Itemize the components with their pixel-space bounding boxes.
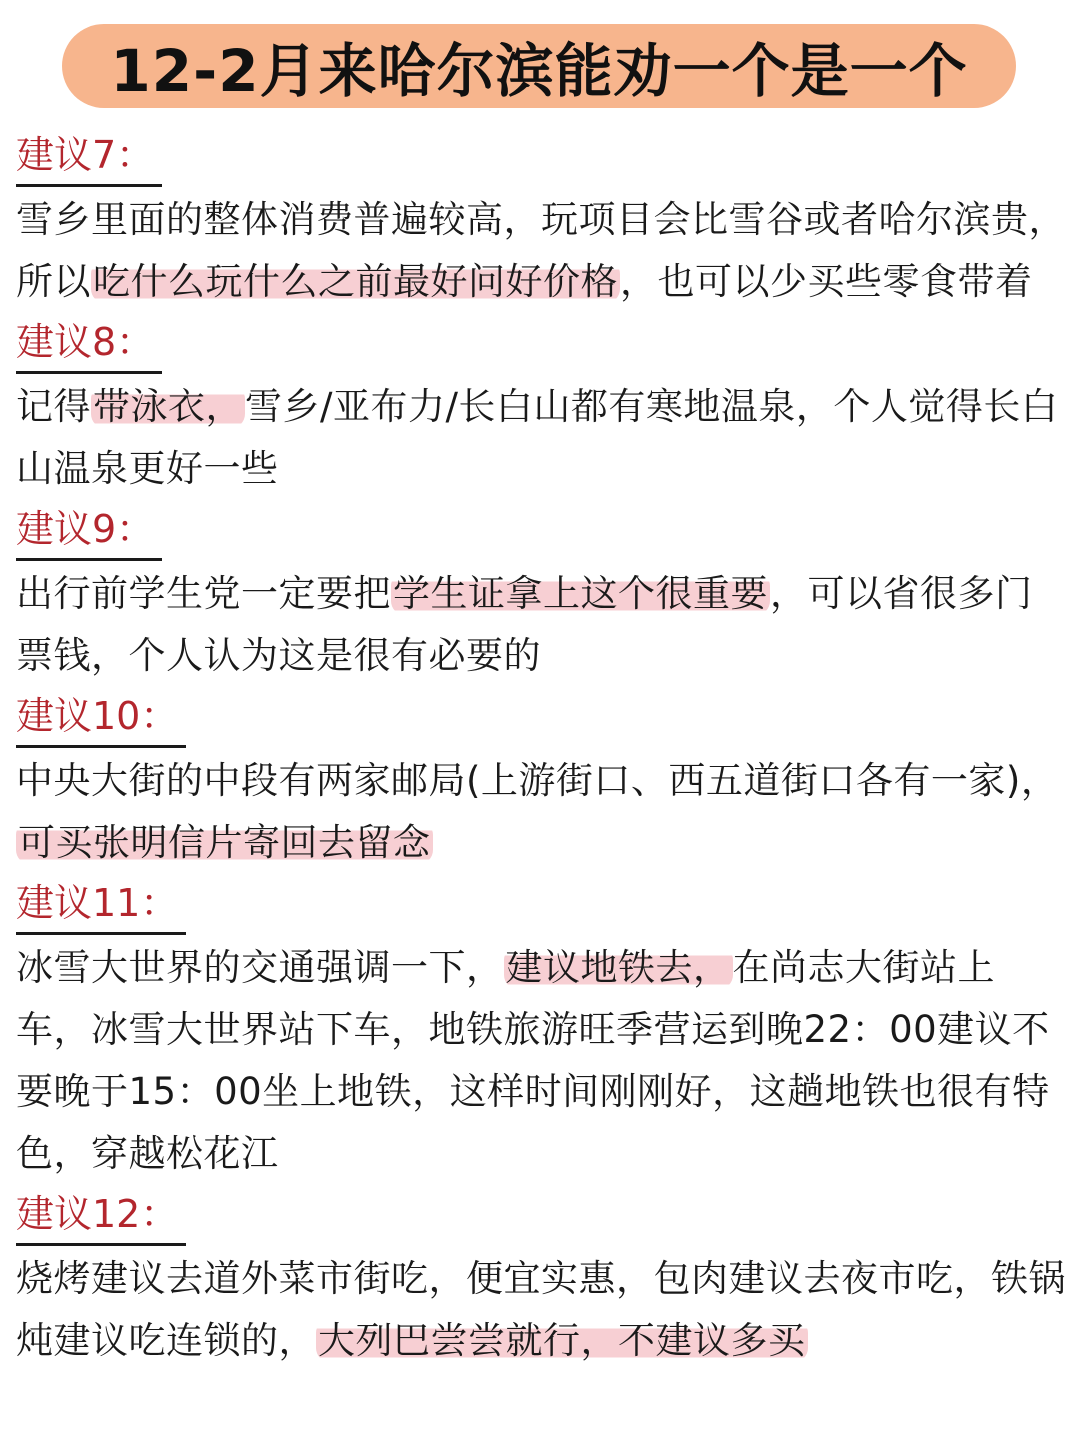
body-text: 雪乡里面的整体消费普遍较高，玩项目会比雪谷或者哈尔滨贵，所以 — [16, 198, 1066, 303]
tip-heading: 建议7： — [16, 126, 162, 187]
tip-section — [16, 687, 1066, 874]
highlighted-text: 带泳衣， — [93, 385, 243, 428]
body-text: ，可以省很多门票钱，个人认为这是很有必要的 — [16, 572, 1033, 677]
highlighted-text: 建议地铁去， — [505, 946, 731, 989]
tip-heading: 建议8： — [16, 313, 162, 374]
tip-body — [16, 750, 1066, 874]
body-text: 出行前学生党一定要把 — [16, 572, 391, 615]
page-title: 12-2月来哈尔滨能劝一个是一个 — [110, 37, 968, 105]
highlighted-text: 学生证拿上这个很重要 — [393, 572, 768, 615]
highlighted-text: 大列巴尝尝就行，不建议多买 — [318, 1319, 806, 1362]
tip-heading: 建议11： — [16, 874, 186, 935]
tip-body — [16, 937, 1066, 1185]
tip-body — [16, 189, 1066, 313]
body-text: 在尚志大街站上车，冰雪大世界站下车，地铁旅游旺季营运到晚22：00建议不要晚于15：00坐上地铁，这样时间刚刚好，这趟地铁也很有特色，穿越松花江 — [16, 946, 1050, 1175]
tip-body — [16, 563, 1066, 687]
highlighted-text: 可买张明信片寄回去留念 — [18, 821, 431, 864]
tip-section — [16, 126, 1066, 313]
tip-heading: 建议10： — [16, 687, 186, 748]
title-banner — [62, 24, 1016, 108]
body-text: ，也可以少买些零食带着 — [620, 260, 1033, 303]
body-text: 中央大街的中段有两家邮局(上游街口、西五道街口各有一家)， — [16, 759, 1059, 802]
body-text: 记得 — [16, 385, 91, 428]
body-text: 雪乡/亚布力/长白山都有寒地温泉，个人觉得长白山温泉更好一些 — [16, 385, 1059, 490]
tips-list — [16, 126, 1066, 1372]
body-text: 冰雪大世界的交通强调一下， — [16, 946, 504, 989]
tip-section — [16, 500, 1066, 687]
tip-section — [16, 313, 1066, 500]
tip-heading: 建议9： — [16, 500, 162, 561]
body-text: 烧烤建议去道外菜市街吃，便宜实惠，包肉建议去夜市吃，铁锅炖建议吃连锁的， — [16, 1257, 1066, 1362]
tip-heading: 建议12： — [16, 1185, 186, 1246]
tip-section — [16, 1185, 1066, 1372]
highlighted-text: 吃什么玩什么之前最好问好价格 — [93, 260, 618, 303]
tip-body — [16, 1248, 1066, 1372]
tip-section — [16, 874, 1066, 1185]
tip-body — [16, 376, 1066, 500]
